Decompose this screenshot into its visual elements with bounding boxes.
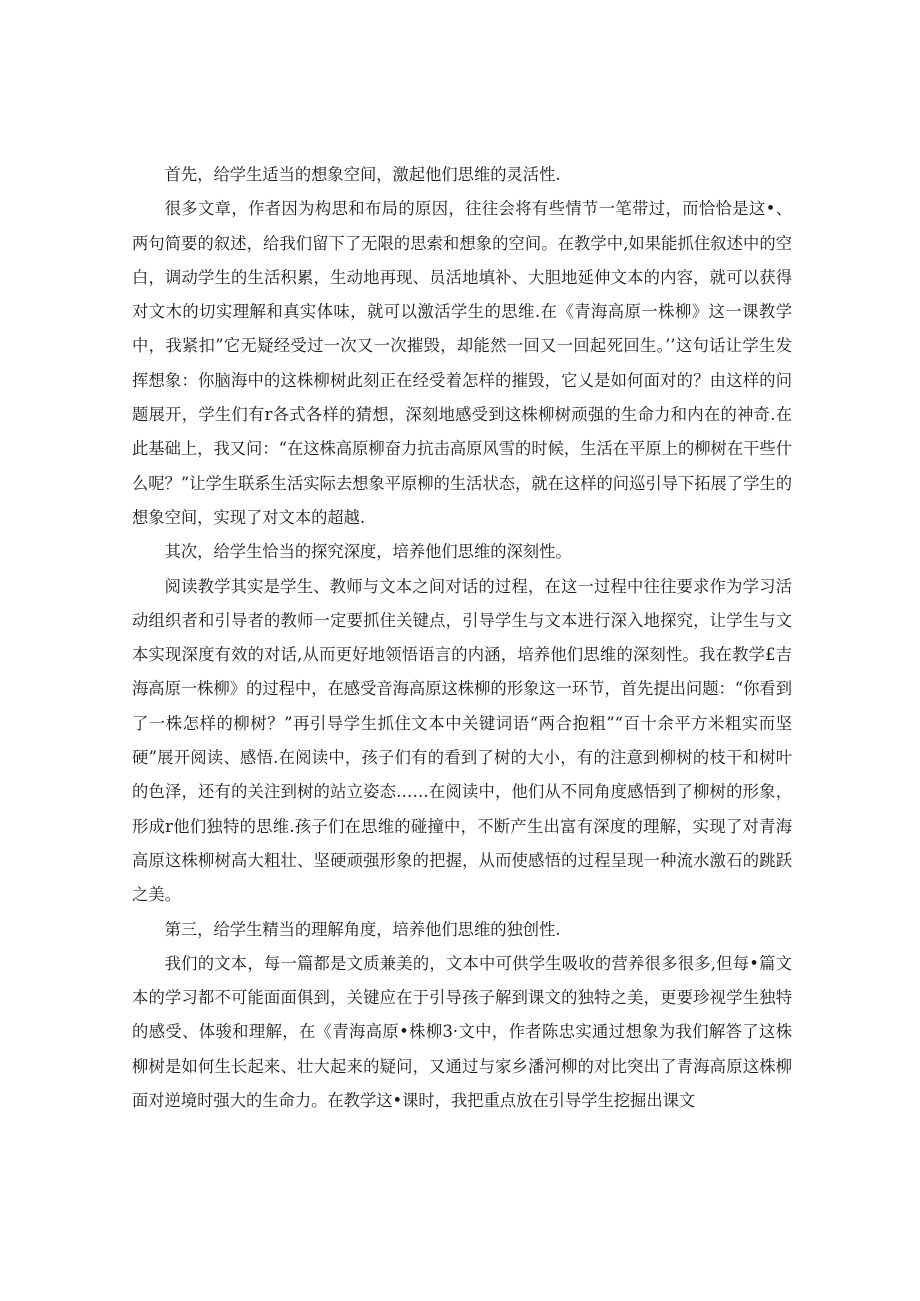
paragraph-1: 很多文章，作者因为构思和布局的原因，往往会将有些情节一笔带过，而恰恰是这•、两句简要的叙述，给我们留下了无限的思索和想象的空间。在教学中,如果能抓住叙述中的空白，调动学生的生活积累，生动地再现、员活地填补、大胆地延伸文本的内容，就可以获得对文木的切实理解和真实体味，就可以激活学生的思维.在《青海高原一株柳》这一课教学中，我紧扣”它无疑经受过一次又一次摧毁，却能然一回又一回起死回生。’’这句话让学生发挥想象：你脑海中的这株柳树此刻正在经受着怎样的摧毁，它乂是如何面对的？由这样的问题展开，学生们有r各式各样的猜想，深刻地感受到这株柳树顽强的生命力和内在的神奇.在此基础上，我又问：“在这株高原柳奋力抗击高原风雪的时候，生活在平原上的柳树在干些什么呢？”让学生联系生活实际去想象平原柳的生活状态，就在这样的问巡引导下拓展了学生的想象空间，实现了对文本的超越.	[132, 199, 792, 527]
paragraph-heading-3: 第三，给学生精当的理解角度，培养他们思维的独创性.	[164, 919, 561, 939]
document-body	[132, 158, 792, 1118]
paragraph-heading-1: 首先，给学生适当的想象空间，激起他们思维的灵活性.	[164, 165, 561, 184]
paragraph-2: 阅读教学其实是学生、教师与文本之间对话的过程，在这一过程中往往要求作为学习活动组织者和引导者的教师一定要抓住关键点，引导学生与文本进行深入地探究，让学生与文本实现深度有效的对话,从而更好地领悟语言的内涵，培养他们思维的深刻性。我在教学£吉海高原一株柳》的过程中，在感受音海高原这株柳的形象这一环节，首先提出问题：“你看到了一株怎样的柳树？”再引导学生抓住文本中关键词语“两合抱粗”“百十余平方米粗实而坚硬”展开阅读、感悟.在阅读中，孩子们有的看到了树的大小，有的注意到柳树的枝干和树叶的色泽，还有的关注到树的站立姿态……在阅读中，他们从不同角度感悟到了柳树的形象，形成r他们独特的思维.孩子们在思维的碰撞中，不断产生出富有深度的理解，实现了对青海高原这株柳树高大粗壮、坚硬顽强形象的把握，从而使感悟的过程呈现一种流水激石的跳跃之美。	[132, 576, 792, 905]
paragraph-3: 我们的文本，每一篇都是文质兼美的，文本中可供学生吸收的营养很多很多,但每•篇文本的学习都不可能面面俱到，关键应在于引导孩子解到课文的独特之美，更要珍视学生独特的感受、体骏和理解，在《青海高原•株柳3·文中，作者陈忠实通过想象为我们解答了这株柳树是如何生长起来、壮大起来的疑问，又通过与家乡潘河柳的对比突出了青海高原这株柳面对逆境时强大的生命力。在教学这•课时，我把重点放在引导学生挖掘出课文	[132, 953, 792, 1111]
paragraph-heading-2: 其次，给学生恰当的探究深度，培养他们思维的深刻性。	[164, 542, 572, 562]
